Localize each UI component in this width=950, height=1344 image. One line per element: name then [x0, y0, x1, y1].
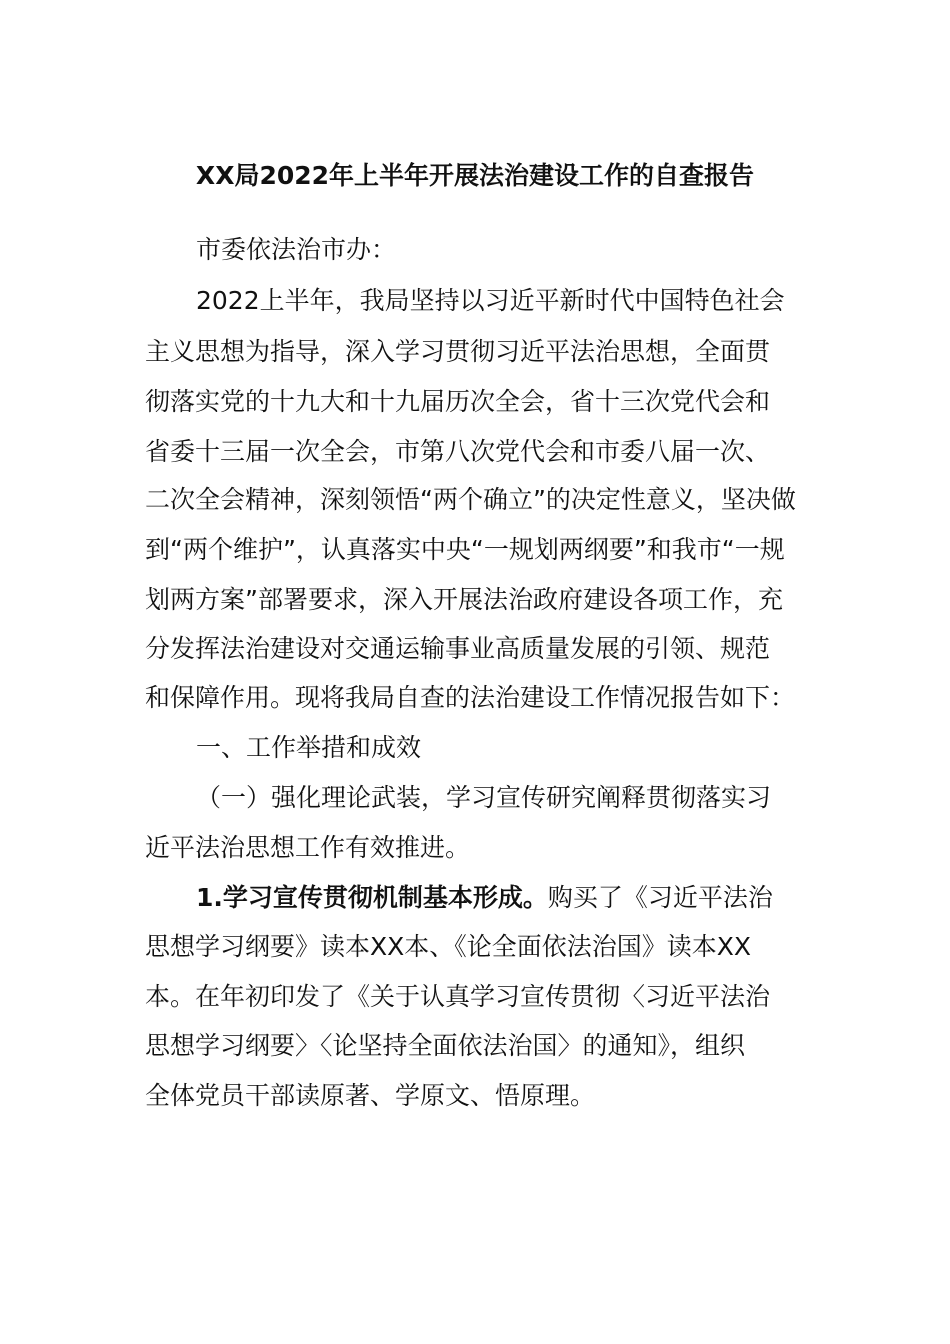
intro-line: 到“两个维护”，认真落实中央“一规划两纲要”和我市“一规 [145, 535, 785, 564]
subsection-heading-line: （一）强化理论武装，学习宣传研究阐释贯彻落实习 [196, 783, 772, 812]
intro-line: 2022上半年，我局坚持以习近平新时代中国特色社会 [196, 286, 785, 315]
intro-line: 省委十三届一次全会，市第八次党代会和市委八届一次、 [145, 437, 771, 466]
intro-line: 分发挥法治建设对交通运输事业高质量发展的引领、规范 [145, 634, 771, 663]
intro-line: 二次全会精神，深刻领悟“两个确立”的决定性意义，坚决做 [145, 485, 796, 514]
item-bold-lead: 1.学习宣传贯彻机制基本形成。 [196, 883, 548, 912]
item-first-line [196, 880, 773, 916]
item-line: 本。在年初印发了《关于认真学习宣传贯彻〈习近平法治 [145, 982, 771, 1011]
item-line: 全体党员干部读原著、学原文、悟原理。 [145, 1081, 596, 1110]
intro-line: 划两方案”部署要求，深入开展法治政府建设各项工作，充 [145, 585, 783, 614]
item-first-line-rest: 购买了《习近平法治 [547, 883, 773, 912]
item-line: 思想学习纲要〉〈论坚持全面依法治国〉的通知》，组织 [145, 1031, 746, 1060]
salutation: 市委依法治市办： [196, 235, 397, 264]
subsection-heading-line: 近平法治思想工作有效推进。 [145, 833, 471, 862]
section-heading: 一、工作举措和成效 [196, 733, 422, 762]
item-line: 思想学习纲要》读本XX本、《论全面依法治国》读本XX [145, 932, 752, 961]
document-title: XX局2022年上半年开展法治建设工作的自查报告 [195, 161, 755, 190]
intro-line: 彻落实党的十九大和十九届历次全会，省十三次党代会和 [145, 387, 771, 416]
intro-line: 主义思想为指导，深入学习贯彻习近平法治思想，全面贯 [145, 337, 771, 366]
intro-line: 和保障作用。现将我局自查的法治建设工作情况报告如下： [145, 683, 796, 712]
